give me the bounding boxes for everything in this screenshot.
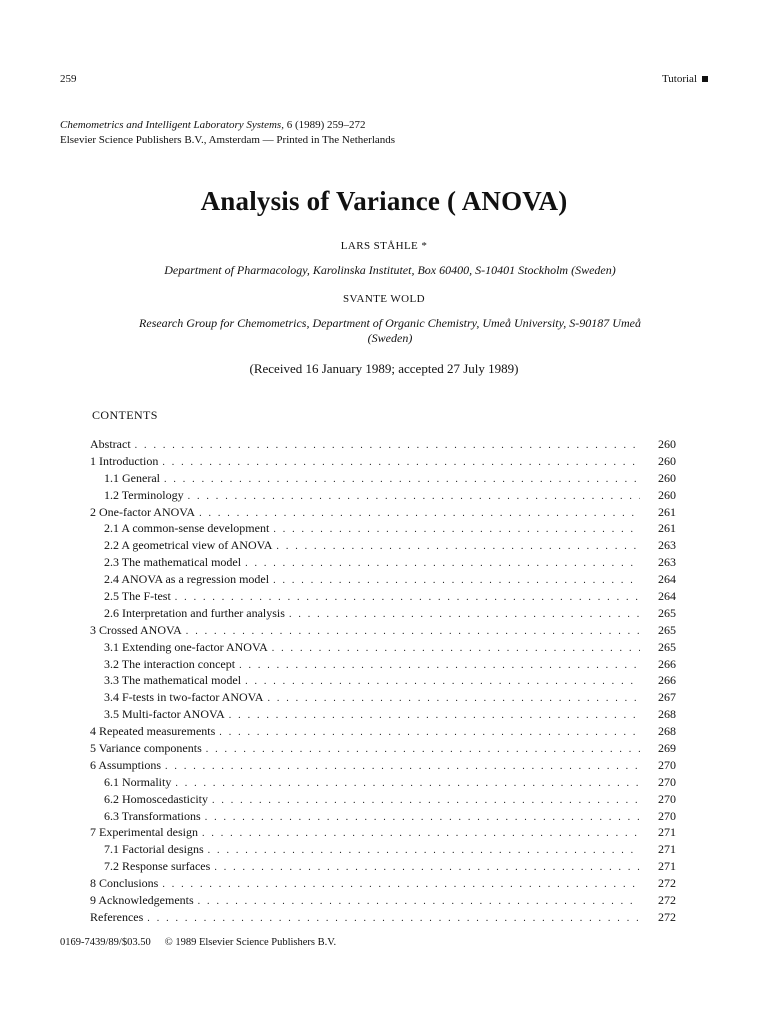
toc-leader-dots — [276, 541, 640, 552]
journal-name: Chemometrics and Intelligent Laboratory Systems, — [60, 119, 284, 131]
journal-citation — [60, 118, 395, 148]
journal-volume: 6 (1989) 259–272 — [283, 119, 366, 131]
toc-entry — [90, 555, 676, 572]
toc-entry — [90, 724, 676, 741]
toc-entry — [90, 623, 676, 640]
toc-leader-dots — [202, 828, 640, 839]
toc-entry — [90, 521, 676, 538]
toc-entry-page: 263 — [658, 538, 676, 553]
toc-entry-page: 260 — [658, 487, 676, 502]
paper-title: Analysis of Variance ( ANOVA) — [200, 186, 568, 216]
toc-entry — [90, 673, 676, 690]
toc-entry-page: 266 — [658, 656, 676, 671]
toc-entry-title: 2.1 A common-sense development — [104, 521, 270, 536]
section-label-text: Tutorial — [661, 73, 697, 85]
issn-code: 0169-7439/89/$03.50 — [60, 937, 151, 948]
toc-entry-title: 2 One-factor ANOVA — [90, 504, 196, 519]
author-affiliation — [110, 316, 670, 346]
toc-leader-dots — [188, 491, 640, 502]
received-dates: (Received 16 January 1989; accepted 27 July 1989) — [249, 361, 519, 376]
toc-entry — [90, 657, 676, 674]
toc-leader-dots — [175, 778, 640, 789]
toc-entry — [90, 741, 676, 758]
toc-entry — [90, 454, 676, 471]
toc-entry — [90, 690, 676, 707]
toc-leader-dots — [239, 660, 640, 671]
toc-entry-title: 2.2 A geometrical view of ANOVA — [104, 538, 273, 553]
toc-entry-page: 272 — [658, 893, 676, 908]
toc-entry — [90, 437, 676, 454]
toc-leader-dots — [214, 862, 640, 873]
toc-entry — [90, 488, 676, 505]
toc-entry — [90, 859, 676, 876]
toc-leader-dots — [205, 812, 640, 823]
toc-entry-page: 270 — [658, 757, 676, 772]
toc-entry-title: 2.5 The F-test — [104, 589, 171, 604]
toc-entry-page: 270 — [658, 774, 676, 789]
toc-leader-dots — [162, 457, 640, 468]
toc-leader-dots — [245, 558, 640, 569]
toc-entry-page: 271 — [658, 859, 676, 874]
toc-entry-title: 9 Acknowledgements — [90, 893, 194, 908]
toc-entry — [90, 758, 676, 775]
toc-entry-title: 4 Repeated measurements — [90, 724, 216, 739]
toc-entry-page: 266 — [658, 673, 676, 688]
toc-leader-dots — [199, 508, 640, 519]
toc-leader-dots — [267, 693, 640, 704]
toc-leader-dots — [206, 744, 640, 755]
toc-entry — [90, 825, 676, 842]
toc-entry-title: 8 Conclusions — [90, 876, 159, 891]
toc-entry — [90, 876, 676, 893]
toc-leader-dots — [208, 845, 640, 856]
toc-entry-page: 271 — [658, 842, 676, 857]
toc-entry-title: 5 Variance components — [90, 741, 202, 756]
journal-citation-line — [60, 118, 395, 133]
affiliation-line: Research Group for Chemometrics, Department of Organic Chemistry, Umeå University, S-90187 Umeå — [139, 316, 641, 330]
toc-entry — [90, 471, 676, 488]
toc-entry — [90, 606, 676, 623]
toc-entry-page: 272 — [658, 909, 676, 924]
page-number: 259 — [60, 73, 77, 85]
toc-entry — [90, 505, 676, 522]
toc-entry-page: 271 — [658, 825, 676, 840]
toc-entry-title: 2.3 The mathematical model — [104, 555, 242, 570]
toc-leader-dots — [289, 609, 640, 620]
toc-entry — [90, 809, 676, 826]
toc-leader-dots — [135, 440, 640, 451]
toc-entry-page: 268 — [658, 724, 676, 739]
toc-entry-title: 6 Assumptions — [90, 757, 162, 772]
toc-entry — [90, 893, 676, 910]
toc-entry-title: 6.2 Homoscedasticity — [104, 791, 208, 806]
table-of-contents — [90, 437, 676, 927]
toc-leader-dots — [165, 761, 640, 772]
toc-entry — [90, 792, 676, 809]
toc-leader-dots — [219, 727, 640, 738]
copyright-notice: © 1989 Elsevier Science Publishers B.V. — [164, 937, 337, 948]
toc-entry — [90, 910, 676, 927]
toc-entry-page: 270 — [658, 808, 676, 823]
toc-entry-title: References — [90, 909, 144, 924]
toc-leader-dots — [162, 879, 640, 890]
toc-entry-page: 265 — [658, 622, 676, 637]
toc-entry-page: 260 — [658, 437, 676, 451]
toc-entry-page: 263 — [658, 555, 676, 570]
toc-entry-page: 267 — [658, 690, 676, 705]
affiliation-line: (Sweden) — [367, 331, 413, 345]
contents-heading: CONTENTS — [92, 408, 158, 422]
toc-entry-title: 1.2 Terminology — [104, 487, 184, 502]
toc-entry-title: 7.1 Factorial designs — [104, 842, 204, 857]
toc-entry-page: 261 — [658, 521, 676, 536]
toc-entry-title: 3 Crossed ANOVA — [90, 622, 182, 637]
toc-entry-title: 2.4 ANOVA as a regression model — [104, 572, 270, 587]
author-name: LARS STÅHLE * — [340, 240, 428, 252]
toc-leader-dots — [229, 710, 640, 721]
section-label — [662, 73, 708, 85]
toc-entry — [90, 572, 676, 589]
toc-entry-title: 7.2 Response surfaces — [104, 859, 211, 874]
toc-entry-title: 1 Introduction — [90, 453, 159, 468]
toc-leader-dots — [273, 575, 640, 586]
publisher-line: Elsevier Science Publishers B.V., Amsterdam — Printed in The Netherlands — [60, 134, 396, 146]
toc-leader-dots — [147, 913, 640, 924]
toc-entry-title: Abstract — [90, 437, 131, 451]
toc-entry — [90, 640, 676, 657]
toc-entry-title: 1.1 General — [104, 470, 160, 485]
toc-entry-page: 264 — [658, 572, 676, 587]
author-name: SVANTE WOLD — [343, 293, 425, 305]
toc-entry — [90, 842, 676, 859]
toc-entry-page: 260 — [658, 470, 676, 485]
toc-entry-title: 2.6 Interpretation and further analysis — [104, 605, 285, 620]
toc-leader-dots — [164, 474, 640, 485]
toc-entry — [90, 538, 676, 555]
toc-entry-page: 264 — [658, 589, 676, 604]
footer — [60, 937, 336, 948]
toc-leader-dots — [272, 643, 640, 654]
toc-entry-page: 260 — [658, 453, 676, 468]
toc-leader-dots — [186, 626, 640, 637]
toc-leader-dots — [198, 896, 640, 907]
toc-entry-title: 3.3 The mathematical model — [104, 673, 242, 688]
toc-entry-title: 3.5 Multi-factor ANOVA — [104, 707, 225, 722]
author-affiliation: Department of Pharmacology, Karolinska Institutet, Box 60400, S-10401 Stockholm (Sweden) — [164, 263, 616, 277]
toc-leader-dots — [212, 795, 640, 806]
toc-entry — [90, 707, 676, 724]
toc-leader-dots — [175, 592, 640, 603]
toc-entry-title: 6.3 Transformations — [104, 808, 201, 823]
toc-entry-page: 265 — [658, 639, 676, 654]
toc-entry-page: 269 — [658, 741, 676, 756]
toc-leader-dots — [245, 676, 640, 687]
toc-entry-title: 3.2 The interaction concept — [104, 656, 236, 671]
toc-entry-page: 268 — [658, 707, 676, 722]
toc-entry-title: 7 Experimental design — [90, 825, 198, 840]
square-bullet-icon — [702, 76, 708, 82]
toc-entry — [90, 589, 676, 606]
toc-entry-title: 6.1 Normality — [104, 774, 172, 789]
toc-entry-page: 261 — [658, 504, 676, 519]
toc-entry-page: 272 — [658, 876, 676, 891]
toc-entry-page: 270 — [658, 791, 676, 806]
toc-leader-dots — [273, 524, 640, 535]
toc-entry-title: 3.4 F-tests in two-factor ANOVA — [104, 690, 264, 705]
toc-entry-page: 265 — [658, 605, 676, 620]
toc-entry-title: 3.1 Extending one-factor ANOVA — [104, 639, 268, 654]
toc-entry — [90, 775, 676, 792]
